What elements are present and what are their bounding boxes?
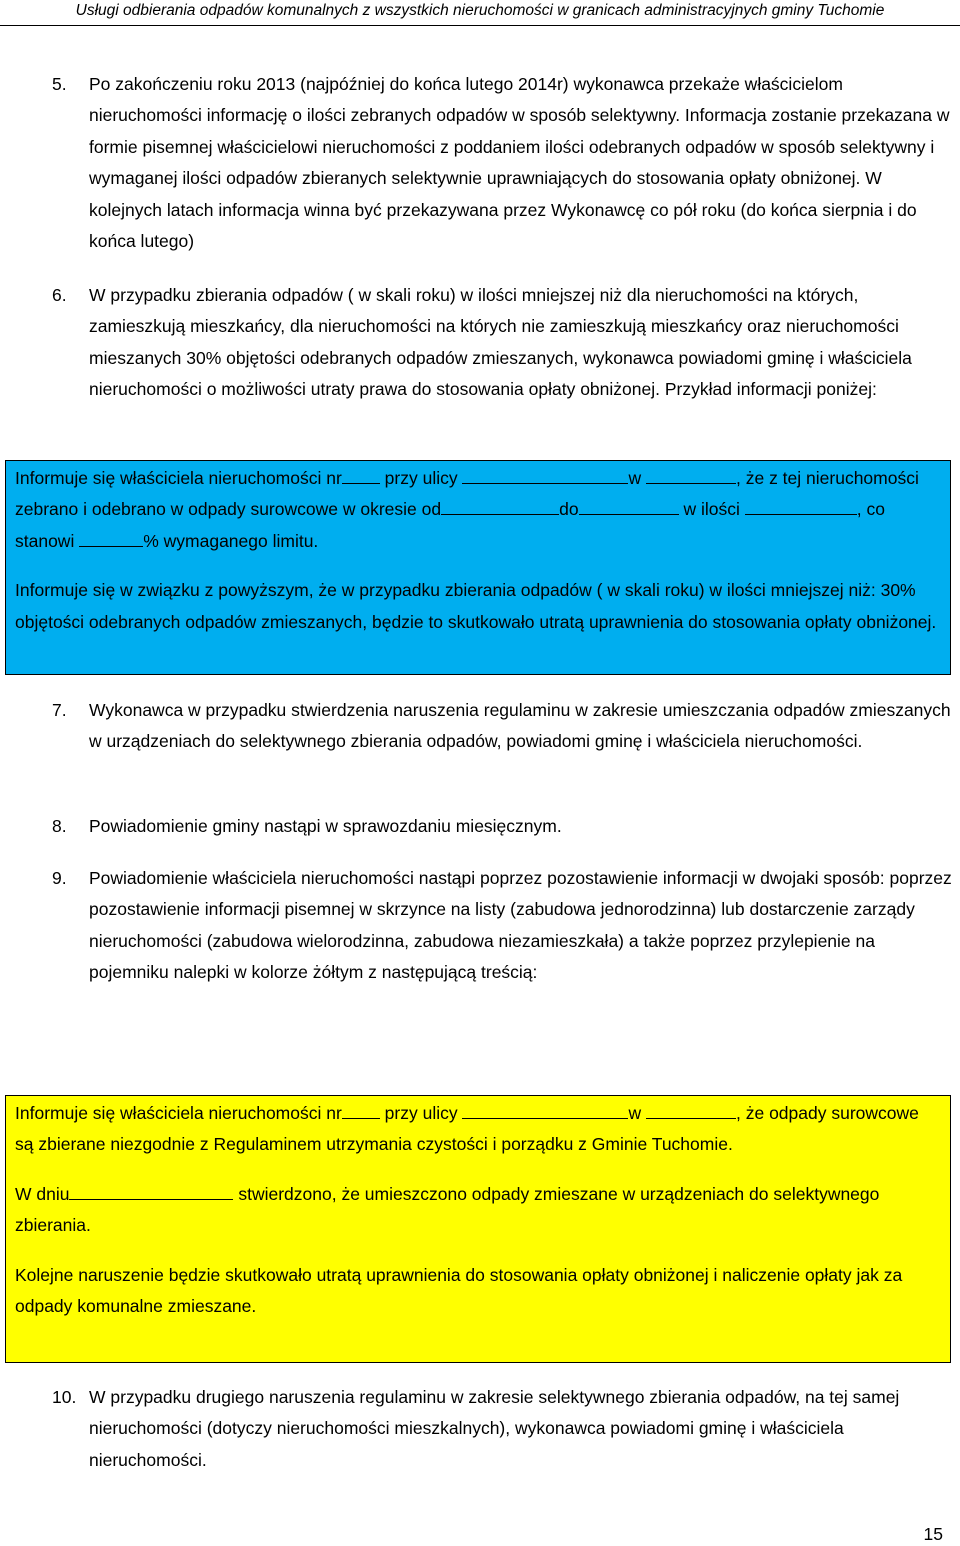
list-item-7 — [52, 695, 952, 758]
list-item-9 — [52, 863, 952, 989]
yellow-box-paragraph-2: W dniu stwierdzono, że umieszczono odpady zmieszane w urządzeniach do selektywnego zbierania. — [15, 1183, 880, 1236]
yellow-box-paragraph-3: Kolejne naruszenie będzie skutkowało utratą uprawnienia do stosowania opłaty obniżonej i naliczenie opłaty jak za odpady komunalne zmieszane. — [15, 1264, 903, 1317]
item-number: 7. — [52, 700, 67, 720]
list-item-6 — [52, 280, 952, 406]
item-text: Wykonawca w przypadku stwierdzenia naruszenia regulaminu w zakresie umieszczania odpadów zmieszanych w urządzeniach do selektywnego zbierania odpadów, powiadomi gminę i właściciela nieruchomości. — [89, 700, 951, 752]
item-number: 5. — [52, 74, 67, 94]
blank-field — [69, 1182, 233, 1200]
blank-field — [745, 498, 857, 516]
header-title: Usługi odbierania odpadów komunalnych z wszystkich nieruchomości w granicach administracyjnych gminy Tuchomie — [75, 2, 885, 19]
blank-field — [646, 466, 736, 484]
blank-field — [462, 1101, 628, 1119]
item-text: Powiadomienie właściciela nieruchomości nastąpi poprzez pozostawienie informacji w dwojaki sposób: poprzez pozostawienie informacji pisemnej w skrzynce na listy (zabudowa jednorodzinna) lub dostarczenie zarządy nieruchomości (zabudowa wielorodzinna, zabudowa niezamieszkała) a także poprzez przylepienie na pojemniku nalepki w kolorze żółtym z następującą treścią: — [89, 868, 952, 983]
item-text: W przypadku drugiego naruszenia regulaminu w zakresie selektywnego zbierania odpadów, na tej samej nieruchomości (dotyczy nieruchomości mieszkalnych), wykonawca powiadomi gminę i właściciela nieruchomości. — [89, 1387, 900, 1470]
item-number: 6. — [52, 285, 67, 305]
blue-box-paragraph-2: Informuje się w związku z powyższym, że w przypadku zbierania odpadów ( w skali roku) w ilości mniejszej niż: 30% objętości odebranych odpadów zmieszanych, będzie to skutkowało utratą uprawnienia do stosowania opłaty obniżonej. — [15, 580, 937, 632]
page-number: 15 — [923, 1524, 943, 1544]
blue-info-box — [5, 460, 951, 675]
blank-field — [462, 466, 628, 484]
item-number: 8. — [52, 816, 67, 836]
blue-box-paragraph-1: Informuje się właściciela nieruchomości nr przy ulicy w , że z tej nieruchomości zebrano i odebrano w odpady surowcowe w okresie od do w ilości , co stanowi % wymaganego limitu. — [15, 468, 919, 551]
item-number: 9. — [52, 868, 67, 888]
item-text: Powiadomienie gminy nastąpi w sprawozdaniu miesięcznym. — [89, 816, 562, 836]
list-item-8 — [52, 811, 952, 842]
blank-field — [646, 1101, 736, 1119]
blank-field — [342, 466, 380, 484]
blank-field — [342, 1101, 380, 1119]
yellow-box-paragraph-1: Informuje się właściciela nieruchomości nr przy ulicy w , że odpady surowcowe są zbierane niezgodnie z Regulaminem utrzymania czystości i porządku z Gminie Tuchomie. — [15, 1103, 919, 1155]
item-text: Po zakończeniu roku 2013 (najpóźniej do końca lutego 2014r) wykonawca przekaże właścicielom nieruchomości informację o ilości zebranych odpadów w sposób selektywny. Informacja zostanie przekazana w formie pisemnej właścicielowi nieruchomości z poddaniem ilości odebranych odpadów w sposób selektywny i wymaganej ilości odpadów zbieranych selektywnie uprawniających do stosowania opłaty obniżonej. W kolejnych latach informacja winna być przekazywana przez Wykonawcę co pół roku (do końca sierpnia i do końca lutego) — [89, 74, 950, 252]
item-text: W przypadku zbierania odpadów ( w skali roku) w ilości mniejszej niż dla nieruchomości na których, zamieszkują mieszkańcy, dla nieruchomości na których nie zamieszkują mieszkańcy oraz nieruchomości mieszanych 30% objętości odebranych odpadów zmieszanych, wykonawca powiadomi gminę i właściciela nieruchomości o możliwości utraty prawa do stosowania opłaty obniżonej. Przykład informacji poniżej: — [89, 285, 912, 400]
blank-field — [441, 498, 559, 516]
yellow-sticker-box — [5, 1095, 951, 1363]
page-header — [0, 0, 960, 26]
list-item-5 — [52, 69, 952, 257]
blank-field — [79, 529, 143, 547]
item-number: 10. — [52, 1387, 77, 1407]
list-item-10 — [52, 1382, 952, 1476]
blank-field — [579, 498, 679, 516]
